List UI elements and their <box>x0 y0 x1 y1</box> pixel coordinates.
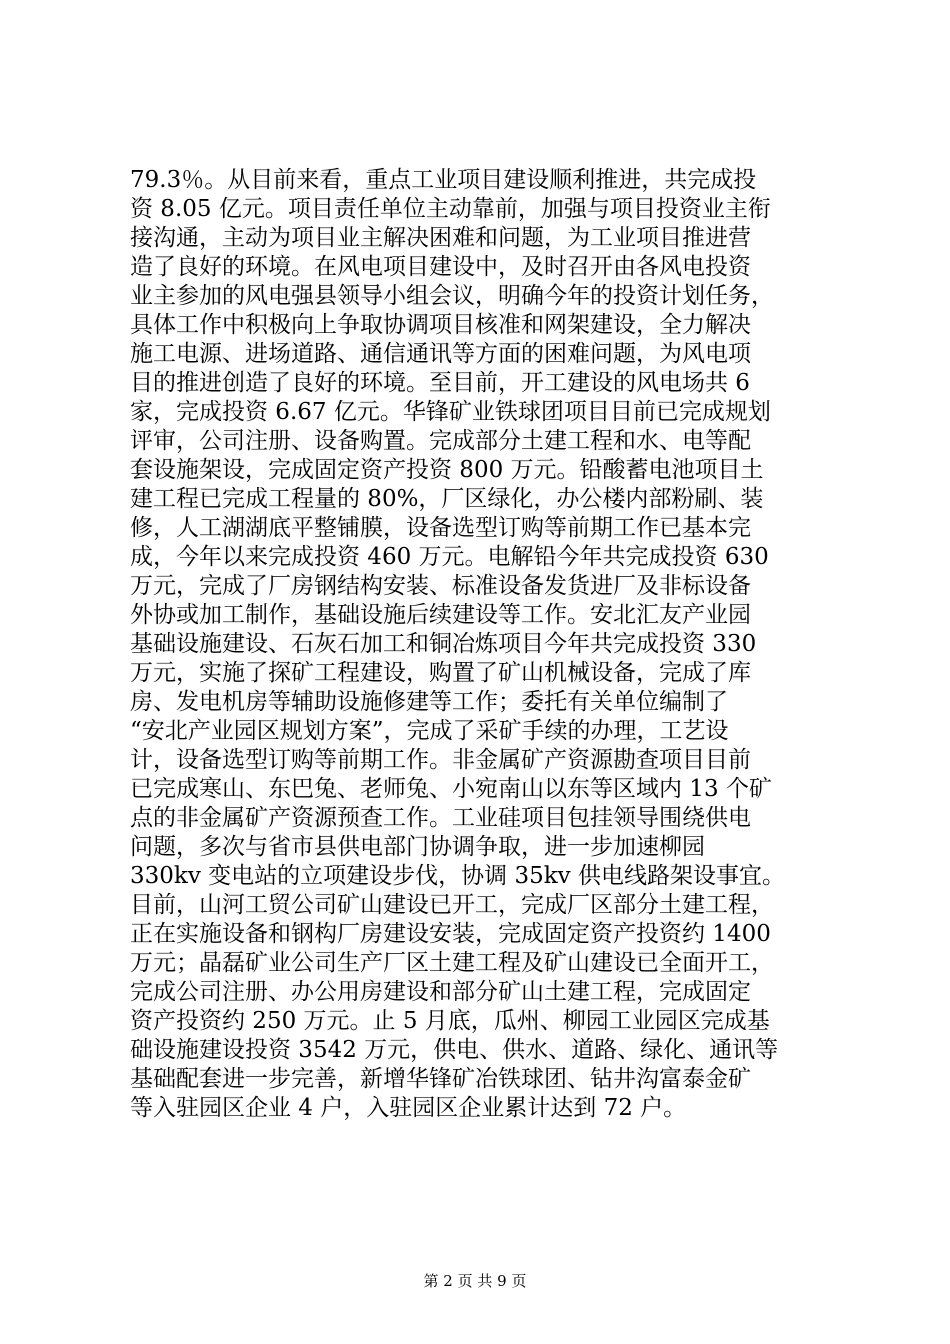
text-line: 套设施架设，完成固定资产投资 800 万元。铅酸蓄电池项目土 <box>130 457 764 483</box>
text-line: 完成公司注册、办公用房建设和部分矿山土建工程，完成固定 <box>130 979 751 1005</box>
text-line: 外协或加工制作，基础设施后续建设等工作。安北汇友产业园 <box>130 602 751 628</box>
text-line: 79.3％。从目前来看，重点工业项目建设顺利推进，共完成投 <box>130 167 757 193</box>
text-line: 成，今年以来完成投资 460 万元。电解铅今年共完成投资 630 <box>130 544 769 570</box>
text-line: 万元；晶磊矿业公司生产厂区土建工程及矿山建设已全面开工， <box>130 950 774 976</box>
text-line: 万元，完成了厂房钢结构安装、标准设备发货进厂及非标设备 <box>130 573 751 599</box>
text-line: 正在实施设备和钢构厂房建设安装，完成固定资产投资约 1400 <box>130 921 771 947</box>
text-line: 计，设备选型订购等前期工作。非金属矿产资源勘查项目目前 <box>130 747 751 773</box>
text-line: 330kv 变电站的立项建设步伐，协调 35kv 供电线路架设事宜。 <box>130 863 785 889</box>
text-line: 目前，山河工贸公司矿山建设已开工，完成厂区部分土建工程， <box>130 892 774 918</box>
page-footer: 第 2 页 共 9 页 <box>423 1272 527 1290</box>
text-line: 造了良好的环境。在风电项目建设中，及时召开由各风电投资 <box>130 254 751 280</box>
text-line: 点的非金属矿产资源预查工作。工业硅项目包挂领导围绕供电 <box>130 805 751 831</box>
text-line: “安北产业园区规划方案”，完成了采矿手续的办理，工艺设 <box>130 718 729 744</box>
text-line: 施工电源、进场道路、通信通讯等方面的困难问题，为风电项 <box>130 341 751 367</box>
text-line: 房、发电机房等辅助设施修建等工作；委托有关单位编制了 <box>130 689 728 715</box>
text-line: 接沟通，主动为项目业主解决困难和问题，为工业项目推进营 <box>130 225 751 251</box>
text-line: 修，人工湖湖底平整铺膜，设备选型订购等前期工作已基本完 <box>130 515 751 541</box>
text-line: 问题，多次与省市县供电部门协调争取，进一步加速柳园 <box>130 834 705 860</box>
text-line: 建工程已完成工程量的 80%，厂区绿化，办公楼内部粉刷、装 <box>130 486 764 512</box>
text-line: 业主参加的风电强县领导小组会议，明确今年的投资计划任务， <box>130 283 774 309</box>
text-line: 家，完成投资 6.67 亿元。华锋矿业铁球团项目目前已完成规划 <box>130 399 771 425</box>
body-paragraph <box>130 166 820 1123</box>
text-line: 评审，公司注册、设备购置。完成部分土建工程和水、电等配 <box>130 428 751 454</box>
text-line: 已完成寒山、东巴兔、老师兔、小宛南山以东等区域内 13 个矿 <box>130 776 772 802</box>
text-line: 具体工作中积极向上争取协调项目核准和网架建设，全力解决 <box>130 312 751 338</box>
text-line: 资产投资约 250 万元。止 5 月底，瓜州、柳园工业园区完成基 <box>130 1008 770 1034</box>
text-line: 资 8.05 亿元。项目责任单位主动靠前，加强与项目投资业主衔 <box>130 196 771 222</box>
text-line: 础设施建设投资 3542 万元，供电、供水、道路、绿化、通讯等 <box>130 1037 779 1063</box>
text-line: 万元，实施了探矿工程建设，购置了矿山机械设备，完成了库 <box>130 660 751 686</box>
text-line: 目的推进创造了良好的环境。至目前，开工建设的风电场共 6 <box>130 370 750 396</box>
text-line: 等入驻园区企业 4 户，入驻园区企业累计达到 72 户。 <box>130 1095 687 1121</box>
text-line: 基础设施建设、石灰石加工和铜冶炼项目今年共完成投资 330 <box>130 631 757 657</box>
text-line: 基础配套进一步完善，新增华锋矿冶铁球团、钻井沟富泰金矿 <box>130 1066 751 1092</box>
